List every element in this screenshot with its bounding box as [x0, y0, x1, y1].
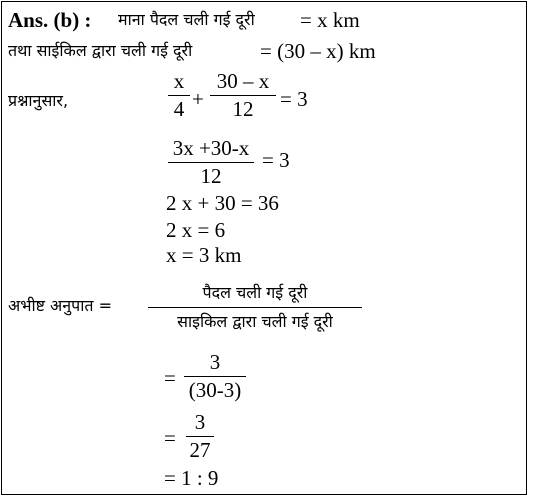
- fraction-numerator: x: [173, 69, 185, 93]
- fraction-numerator: 3: [194, 410, 206, 434]
- fraction-bar: [186, 436, 214, 437]
- walked-distance-text: माना पैदल चली गई दूरी: [118, 10, 255, 29]
- fraction-bar: [168, 162, 254, 163]
- fraction-bar: [184, 376, 246, 377]
- equals-three: = 3: [280, 87, 308, 111]
- walked-distance-expr: = x km: [300, 8, 360, 32]
- fraction-denominator: 12: [232, 97, 254, 121]
- fraction-numerator: 3x +30-x: [172, 136, 250, 160]
- equals-three: = 3: [262, 148, 290, 172]
- final-ratio: = 1 : 9: [164, 466, 219, 490]
- fraction-numerator: पैदल चली गई दूरी: [202, 283, 308, 302]
- fraction-denominator: साइकिल द्वारा चली गई दूरी: [177, 312, 333, 331]
- fraction-denominator: 4: [173, 97, 185, 121]
- required-ratio-label: अभीष्ट अनुपात =: [8, 296, 112, 315]
- cycled-distance-text: तथा साईकिल द्वारा चली गई दूरी: [8, 41, 193, 60]
- fraction-numerator: 30 – x: [216, 69, 270, 93]
- equals-sign: =: [164, 366, 176, 390]
- combined-fraction: [168, 138, 254, 187]
- answer-label: Ans. (b) :: [8, 8, 92, 32]
- equals-sign: =: [164, 426, 176, 450]
- equation-step: 2 x + 30 = 36: [166, 191, 279, 215]
- ratio-fraction: [148, 285, 362, 330]
- cycled-distance-expr: = (30 – x) km: [260, 39, 376, 63]
- fraction-bar: [148, 307, 362, 308]
- fraction-30-minus-x-over-12: [210, 71, 276, 120]
- fraction-bar: [168, 95, 190, 96]
- fraction-bar: [210, 95, 276, 96]
- fraction-3-over-27: [186, 412, 214, 461]
- solution-x: x = 3 km: [166, 243, 242, 267]
- fraction-3-over-30-minus-3: [184, 352, 246, 401]
- fraction-numerator: 3: [209, 350, 221, 374]
- fraction-x-over-4: [168, 71, 190, 120]
- equation-step: 2 x = 6: [166, 218, 226, 242]
- plus-sign: +: [192, 87, 204, 111]
- according-to-question-label: प्रश्नानुसार,: [8, 91, 69, 110]
- fraction-denominator: 27: [189, 438, 211, 462]
- fraction-denominator: (30-3): [188, 378, 242, 402]
- fraction-denominator: 12: [200, 164, 222, 188]
